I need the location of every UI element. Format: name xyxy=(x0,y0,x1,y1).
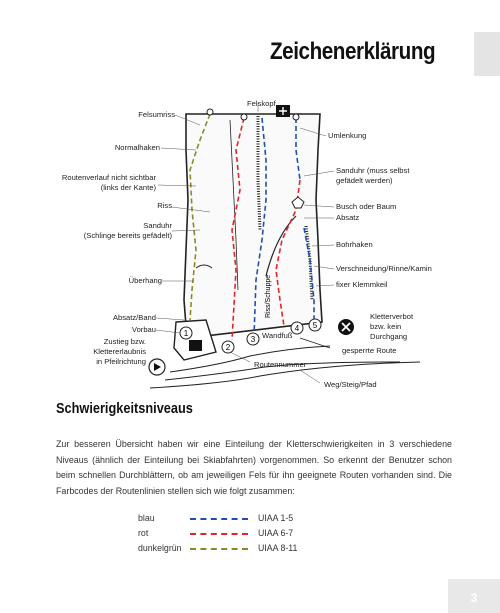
felskopf-label: Felskopf xyxy=(247,99,276,108)
umlenkung-icon xyxy=(207,109,213,115)
legend-grade: UIAA 8-11 xyxy=(258,543,298,553)
legend-line-blue xyxy=(190,518,248,520)
bohrhaken-label: Bohrhaken xyxy=(336,240,373,249)
legend-line-green xyxy=(190,548,248,550)
hook-marker-icon xyxy=(189,340,202,351)
vorbau-label: Vorbau xyxy=(131,325,156,334)
route-number: 1 xyxy=(183,329,189,338)
page-title: Zeichenerklärung xyxy=(270,38,436,65)
absatz-label: Absatz xyxy=(336,213,360,222)
sanduhr-right-label: Sanduhr (muss selbst xyxy=(336,166,410,175)
section-heading: Schwierigkeitsniveaus xyxy=(56,401,193,417)
legend-name: dunkelgrün xyxy=(138,543,182,553)
riss-schuppe-label: Riss/Schuppe xyxy=(265,274,272,318)
route-number: 3 xyxy=(250,335,256,344)
legend-grade: UIAA 6-7 xyxy=(258,528,294,538)
rock-outline xyxy=(184,114,322,336)
kletterverbot-label-2: bzw. kein xyxy=(370,322,402,331)
wandfuss-label: Wandfuß xyxy=(262,331,293,340)
busch-label: Busch oder Baum xyxy=(336,202,397,211)
gesperrte-route-label: gesperrte Route xyxy=(342,346,397,355)
intro-paragraph: Zur besseren Übersicht haben wir eine Einteilung der Kletterschwierigkeiten in 3 verschiedene Niveaus (ähnlich der Einteilung bei Skiabfahrten) vorgenommen. So erkennt der Benutzer schon beim schnellen Durchblättern, ob am jeweiligen Fels für ihn geeignete Routen vorhanden sind. Die Farbcodes der Routenlinien stellen sich wie folgt zusammen: xyxy=(56,439,452,496)
ueberhang-label: Überhang xyxy=(128,276,162,285)
verschneidung-label: Verschneidung/Rinne/Kamin xyxy=(336,264,432,273)
route-number: 2 xyxy=(225,343,231,352)
zustieg-label-3: in Pfeilrichtung xyxy=(96,357,146,366)
zustieg-label-2: Klettererlaubnis xyxy=(93,347,146,356)
weg-label: Weg/Steig/Pfad xyxy=(324,380,377,389)
sanduhr-left-label: Sanduhr xyxy=(143,221,172,230)
legend-grade: UIAA 1-5 xyxy=(258,513,294,523)
legend-line-red xyxy=(190,533,248,535)
route-number: 5 xyxy=(312,321,318,330)
felsumriss-label: Felsumriss xyxy=(138,110,175,119)
route-number: 4 xyxy=(294,324,300,333)
page-tab-marker xyxy=(474,32,500,76)
zustieg-label: Zustieg bzw. xyxy=(103,337,146,346)
sanduhr-right-sub-label: gefädelt werden) xyxy=(336,176,393,185)
kletterverbot-label-3: Durchgang xyxy=(370,332,408,341)
umlenkung-label: Umlenkung xyxy=(328,131,367,140)
sanduhr-left-sub-label: (Schlinge bereits gefädelt) xyxy=(83,231,172,240)
routenverlauf-label: Routenverlauf nicht sichtbar xyxy=(61,173,156,182)
routennummer-label: Routennummer xyxy=(254,360,307,369)
riss-label: Riss xyxy=(157,201,172,210)
umlenkung-icon xyxy=(293,114,299,120)
legend-name: rot xyxy=(138,528,149,538)
routenverlauf-sub-label: (links der Kante) xyxy=(100,183,156,192)
page-number: 3 xyxy=(470,591,478,605)
klemmkeil-label: fixer Klemmkeil xyxy=(336,280,388,289)
legend-name: blau xyxy=(138,513,155,523)
umlenkung-icon xyxy=(241,114,247,120)
absatz-band-label: Absatz/Band xyxy=(112,313,156,322)
kletterverbot-label: Kletterverbot xyxy=(370,312,414,321)
normalhaken-label: Normalhaken xyxy=(114,143,160,152)
